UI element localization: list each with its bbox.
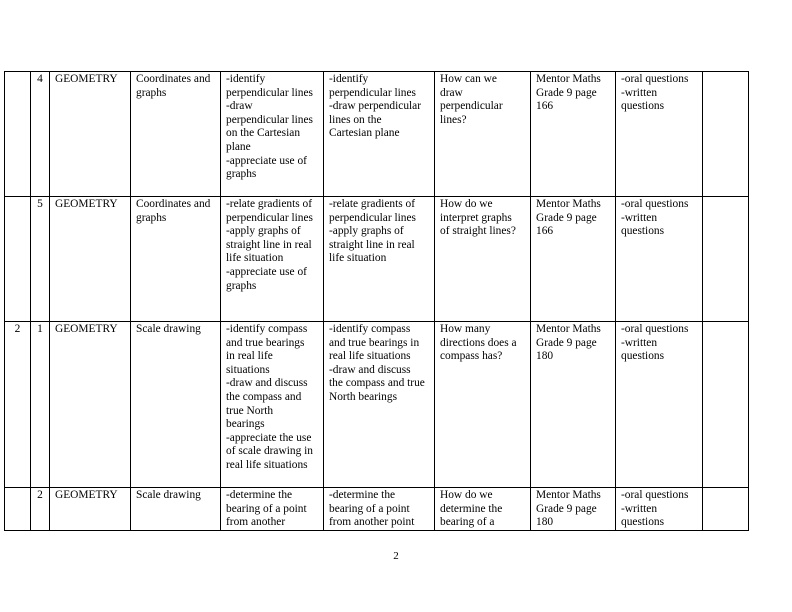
cell-line: real life situations [329,350,411,363]
assessment-cell [616,322,703,488]
learning-outcomes-cell [221,322,324,488]
cell-line: straight line in real [226,238,312,251]
week-cell: 2 [5,322,31,488]
cell-line: Cartesian plane [329,127,400,140]
cell-line: Mentor Maths [536,489,601,501]
cell-line: draw [440,86,463,99]
cell-line: plane [226,140,251,153]
cell-line: -determine the [226,489,293,501]
cell-line: situations [226,363,270,376]
cell-line: How can we [440,73,497,85]
cell-line: Mentor Maths [536,198,601,210]
assessment-cell [616,72,703,197]
cell-line: of straight lines? [440,225,516,238]
scheme-of-work-table [4,71,749,531]
cell-line: -oral questions [621,323,689,335]
cell-line: the compass and [226,390,302,403]
remarks-cell [703,322,749,488]
cell-line: graphs [136,211,167,224]
cell-line: perpendicular [440,100,503,113]
cell-line: true North [226,404,274,417]
cell-line: North bearings [329,390,398,403]
cell-line: and true bearings in [329,336,420,349]
cell-line: 166 [536,225,554,238]
cell-line: life situation [226,252,284,265]
cell-line: -written [621,211,658,224]
cell-line: -oral questions [621,489,689,501]
cell-line: perpendicular lines [226,86,313,99]
learning-experiences-cell [324,322,435,488]
cell-line: -identify compass [329,323,411,335]
strand-cell [50,322,131,488]
cell-line: bearing of a point [329,502,410,515]
cell-line: -oral questions [621,73,689,85]
table-row [5,488,749,531]
inquiry-question-cell [435,197,531,322]
lesson-cell: 4 [31,72,50,197]
cell-line: How do we [440,489,493,501]
cell-line: bearing of a point [226,502,307,515]
cell-line: bearing of a [440,516,495,529]
cell-line: Scale drawing [136,323,201,335]
cell-line: -appreciate use of [226,154,307,167]
learning-resources-cell [531,488,616,531]
learning-outcomes-cell [221,488,324,531]
cell-line: -identify [226,73,266,85]
cell-line: 180 [536,516,554,529]
learning-outcomes-cell [221,72,324,197]
cell-line: Grade 9 page [536,211,597,224]
cell-line: lines on the [329,113,382,126]
assessment-cell [616,488,703,531]
learning-resources-cell [531,197,616,322]
cell-line: real life situations [226,458,308,471]
cell-line: of scale drawing in [226,445,313,458]
cell-line: perpendicular lines [226,113,313,126]
learning-experiences-cell [324,197,435,322]
cell-line: from another point [329,516,415,529]
table-body [5,72,749,531]
cell-line: -draw and discuss [226,377,308,390]
cell-line: Grade 9 page [536,336,597,349]
cell-line: -oral questions [621,198,689,210]
cell-line: perpendicular lines [329,86,416,99]
learning-resources-cell [531,72,616,197]
page-number: 2 [393,550,399,562]
strand-cell [50,488,131,531]
cell-line: GEOMETRY [55,323,118,335]
cell-line: questions [621,516,665,529]
cell-line: How many [440,323,491,335]
cell-line: -draw [226,100,253,113]
cell-line: life situation [329,252,387,265]
cell-line: -written [621,502,658,515]
week-cell [5,197,31,322]
learning-experiences-cell [324,72,435,197]
cell-line: -relate gradients of [329,198,416,210]
cell-line: Mentor Maths [536,73,601,85]
cell-line: from another [226,516,286,529]
cell-line: -draw perpendicular [329,100,422,113]
table-row [5,322,749,488]
cell-line: 166 [536,100,554,113]
cell-line: lines? [440,113,467,126]
cell-line: graphs [226,279,257,292]
cell-line: on the Cartesian [226,127,301,140]
cell-line: -determine the [329,489,396,501]
cell-line: perpendicular lines [329,211,416,224]
assessment-cell [616,197,703,322]
sub-strand-cell [131,488,221,531]
lesson-cell: 2 [31,488,50,531]
cell-line: -apply graphs of [329,225,404,238]
week-cell [5,72,31,197]
cell-line: GEOMETRY [55,198,118,210]
cell-line: 180 [536,350,554,363]
cell-line: Coordinates and [136,198,211,210]
cell-line: directions does a [440,336,517,349]
strand-cell [50,197,131,322]
cell-line: the compass and true [329,377,425,390]
cell-line: -appreciate the use [226,431,312,444]
cell-line: compass has? [440,350,503,363]
cell-line: -identify [329,73,369,85]
cell-line: questions [621,100,665,113]
cell-line: -relate gradients of [226,198,313,210]
lesson-cell: 1 [31,322,50,488]
cell-line: Coordinates and [136,73,211,85]
strand-cell [50,72,131,197]
cell-line: GEOMETRY [55,73,118,85]
remarks-cell [703,197,749,322]
cell-line: and true bearings [226,336,305,349]
cell-line: -written [621,86,658,99]
cell-line: graphs [136,86,167,99]
lesson-cell: 5 [31,197,50,322]
cell-line: bearings [226,418,265,431]
sub-strand-cell [131,197,221,322]
cell-line: perpendicular lines [226,211,313,224]
cell-line: Mentor Maths [536,323,601,335]
cell-line: interpret graphs [440,211,512,224]
cell-line: How do we [440,198,493,210]
cell-line: GEOMETRY [55,489,118,501]
cell-line: -appreciate use of [226,265,307,278]
table-row [5,72,749,197]
inquiry-question-cell [435,488,531,531]
cell-line: Scale drawing [136,489,201,501]
remarks-cell [703,488,749,531]
cell-line: determine the [440,502,503,515]
table-row [5,197,749,322]
cell-line: questions [621,350,665,363]
learning-outcomes-cell [221,197,324,322]
cell-line: straight line in real [329,238,415,251]
cell-line: Grade 9 page [536,502,597,515]
cell-line: -draw and discuss [329,363,411,376]
learning-experiences-cell [324,488,435,531]
sub-strand-cell [131,322,221,488]
week-cell [5,488,31,531]
remarks-cell [703,72,749,197]
inquiry-question-cell [435,72,531,197]
learning-resources-cell [531,322,616,488]
cell-line: -identify compass [226,323,308,335]
cell-line: graphs [226,168,257,181]
inquiry-question-cell [435,322,531,488]
cell-line: -apply graphs of [226,225,301,238]
cell-line: -written [621,336,658,349]
sub-strand-cell [131,72,221,197]
cell-line: in real life [226,350,273,363]
cell-line: questions [621,225,665,238]
cell-line: Grade 9 page [536,86,597,99]
